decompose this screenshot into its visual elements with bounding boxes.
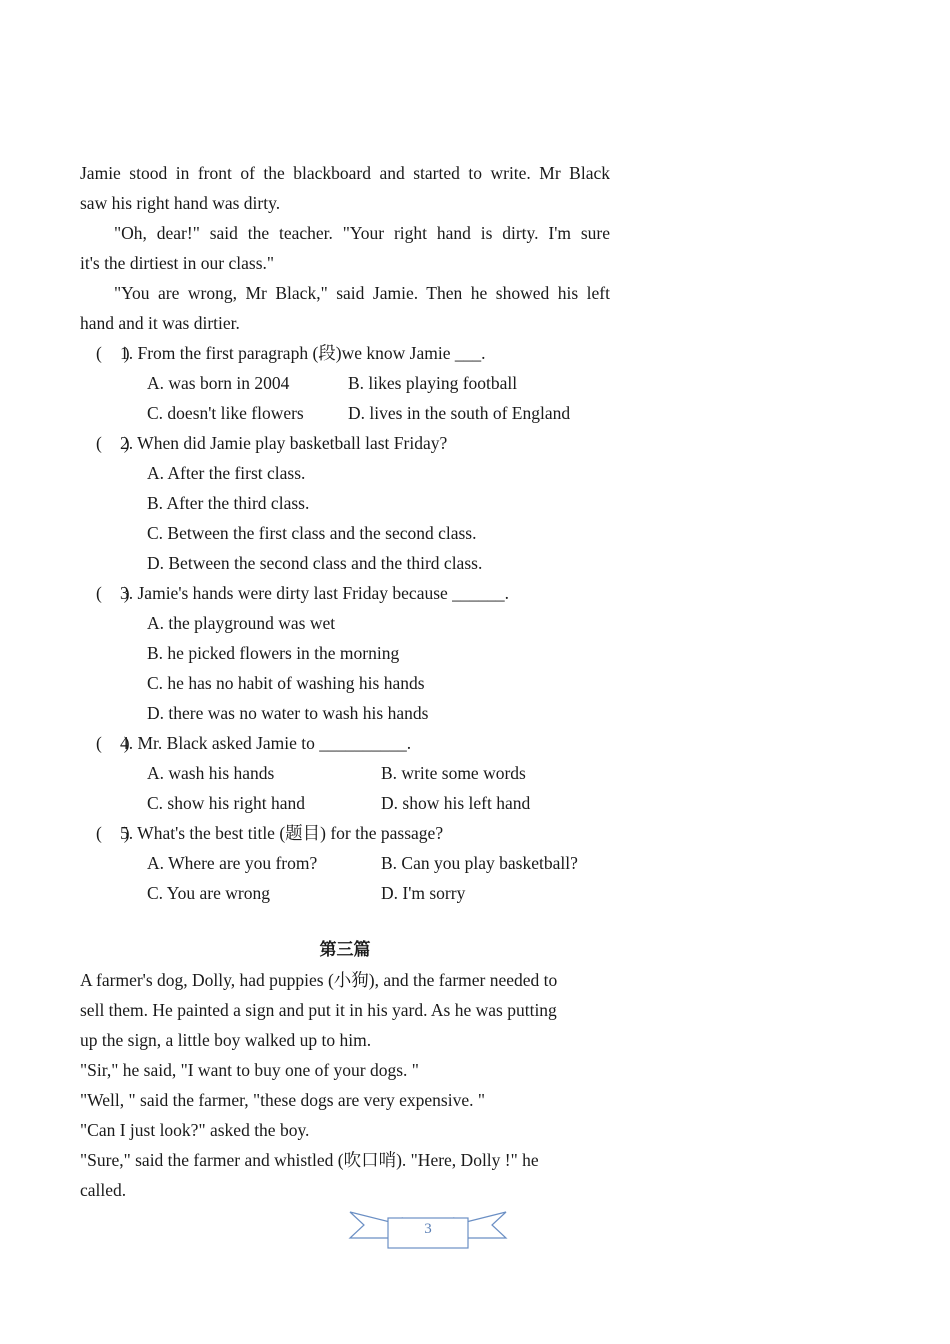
question-text: 1. From the first paragraph (段)we know Jamie ___.	[120, 343, 486, 363]
option-c: C. he has no habit of washing his hands	[147, 673, 425, 693]
option-d: D. show his left hand	[381, 793, 531, 813]
passage-line: it's the dirtiest in our class."	[80, 253, 275, 273]
passage-line: up the sign, a little boy walked up to him.	[80, 1030, 372, 1050]
option-b: B. he picked flowers in the morning	[147, 643, 400, 663]
question-text: 4. Mr. Black asked Jamie to __________.	[120, 733, 412, 753]
passage-line: "Can I just look?" asked the boy.	[80, 1120, 310, 1140]
option-a: A. the playground was wet	[147, 613, 336, 633]
page-number: 3	[424, 1221, 432, 1237]
passage-line: called.	[80, 1180, 127, 1200]
passage-three	[80, 935, 610, 1205]
option-c: C. doesn't like flowers	[147, 403, 304, 423]
answer-blank[interactable]: ( )	[96, 433, 130, 453]
question-text: 5. What's the best title (题目) for the passage?	[120, 823, 444, 843]
option-d: D. Between the second class and the third class.	[147, 553, 483, 573]
answer-blank[interactable]: ( )	[96, 733, 130, 753]
passage-line: sell them. He painted a sign and put it in his yard. As he was putting	[80, 1000, 557, 1020]
section-heading: 第三篇	[319, 940, 371, 960]
passage-line: "Sir," he said, "I want to buy one of your dogs. "	[80, 1060, 419, 1080]
option-b: B. write some words	[381, 763, 526, 783]
option-c: C. Between the first class and the second class.	[147, 523, 477, 543]
answer-blank[interactable]: ( )	[96, 823, 130, 843]
passage-line: "Well, " said the farmer, "these dogs are very expensive. "	[80, 1090, 486, 1110]
option-d: D. I'm sorry	[381, 883, 466, 903]
passage-line: "You are wrong, Mr Black," said Jamie. Then he showed his left	[114, 283, 610, 303]
passage-line: saw his right hand was dirty.	[80, 193, 281, 213]
option-c: C. show his right hand	[147, 793, 305, 813]
option-b: B. After the third class.	[147, 493, 310, 513]
option-a: A. Where are you from?	[147, 853, 318, 873]
page-footer	[348, 1208, 508, 1252]
option-a: A. wash his hands	[147, 763, 275, 783]
answer-blank[interactable]: ( )	[96, 583, 130, 603]
option-c: C. You are wrong	[147, 883, 270, 903]
option-b: B. likes playing football	[348, 373, 518, 393]
question-list	[80, 338, 610, 908]
passage-two-ending	[80, 158, 610, 338]
option-a: A. was born in 2004	[147, 373, 290, 393]
option-d: D. lives in the south of England	[348, 403, 571, 423]
question-text: 3. Jamie's hands were dirty last Friday because ______.	[120, 583, 510, 603]
passage-line: "Sure," said the farmer and whistled (吹口哨). "Here, Dolly !" he	[80, 1150, 539, 1170]
option-b: B. Can you play basketball?	[381, 853, 578, 873]
passage-line: Jamie stood in front of the blackboard and started to write. Mr Black	[80, 163, 610, 183]
question-text: 2. When did Jamie play basketball last Friday?	[120, 433, 448, 453]
option-a: A. After the first class.	[147, 463, 306, 483]
answer-blank[interactable]: ( )	[96, 343, 130, 363]
passage-line: A farmer's dog, Dolly, had puppies (小狗), and the farmer needed to	[80, 970, 558, 990]
passage-line: "Oh, dear!" said the teacher. "Your right hand is dirty. I'm sure	[114, 223, 610, 243]
option-d: D. there was no water to wash his hands	[147, 703, 429, 723]
passage-line: hand and it was dirtier.	[80, 313, 240, 333]
